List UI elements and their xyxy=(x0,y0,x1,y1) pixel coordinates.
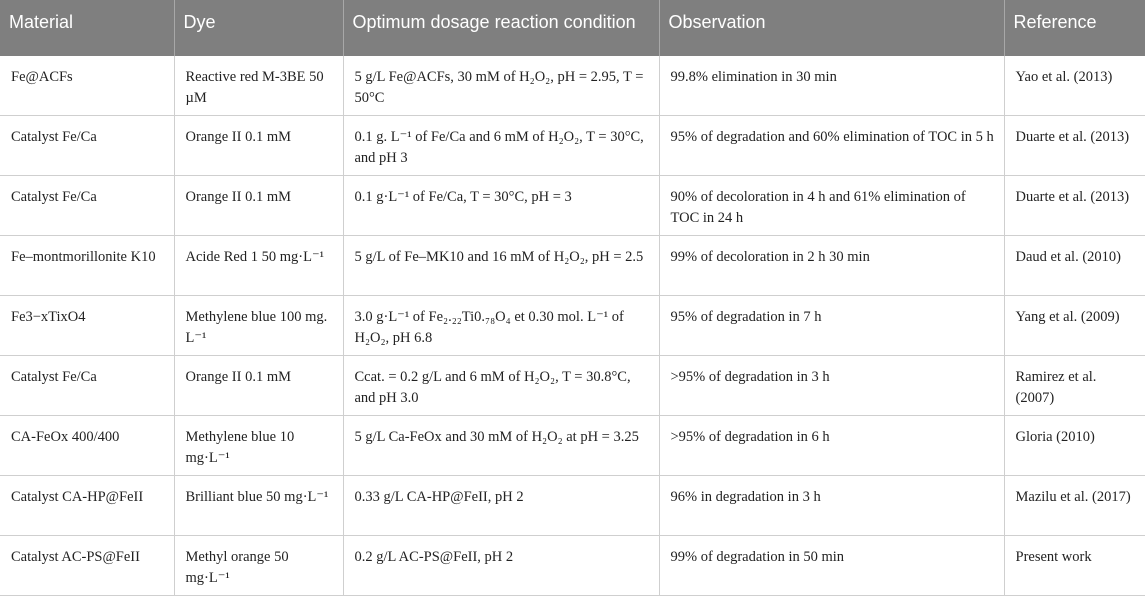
cell-observation: >95% of degradation in 3 h xyxy=(659,356,1004,416)
cell-reference: Yang et al. (2009) xyxy=(1004,296,1145,356)
cell-material: Catalyst CA-HP@FeII xyxy=(0,476,174,536)
cell-condition: Ccat. = 0.2 g/L and 6 mM of H₂O₂, T = 30.8°C, and pH 3.0 xyxy=(343,356,659,416)
header-reference: Reference xyxy=(1004,0,1145,56)
cell-reference: Ramirez et al. (2007) xyxy=(1004,356,1145,416)
cell-material: Catalyst AC-PS@FeII xyxy=(0,536,174,596)
cell-condition: 0.1 g·L⁻¹ of Fe/Ca, T = 30°C, pH = 3 xyxy=(343,176,659,236)
cell-dye: Methylene blue 100 mg. L⁻¹ xyxy=(174,296,343,356)
cell-observation: 95% of degradation in 7 h xyxy=(659,296,1004,356)
cell-material: Catalyst Fe/Ca xyxy=(0,176,174,236)
cell-material: Fe3−xTixO4 xyxy=(0,296,174,356)
header-condition: Optimum dosage reaction condition xyxy=(343,0,659,56)
cell-reference: Yao et al. (2013) xyxy=(1004,56,1145,116)
cell-observation: 96% in degradation in 3 h xyxy=(659,476,1004,536)
cell-reference: Daud et al. (2010) xyxy=(1004,236,1145,296)
table-body xyxy=(0,56,1145,596)
cell-material: Fe@ACFs xyxy=(0,56,174,116)
cell-dye: Methylene blue 10 mg·L⁻¹ xyxy=(174,416,343,476)
table-row xyxy=(0,236,1145,296)
table-header xyxy=(0,0,1145,56)
cell-observation: 95% of degradation and 60% elimination of TOC in 5 h xyxy=(659,116,1004,176)
cell-dye: Reactive red M-3BE 50 µM xyxy=(174,56,343,116)
cell-reference: Mazilu et al. (2017) xyxy=(1004,476,1145,536)
cell-material: Catalyst Fe/Ca xyxy=(0,356,174,416)
cell-material: Fe–montmorillonite K10 xyxy=(0,236,174,296)
header-material: Material xyxy=(0,0,174,56)
table-row xyxy=(0,356,1145,416)
table-row xyxy=(0,416,1145,476)
cell-condition: 0.1 g. L⁻¹ of Fe/Ca and 6 mM of H₂O₂, T = 30°C, and pH 3 xyxy=(343,116,659,176)
cell-dye: Orange II 0.1 mM xyxy=(174,116,343,176)
cell-observation: 90% of decoloration in 4 h and 61% elimination of TOC in 24 h xyxy=(659,176,1004,236)
cell-condition: 5 g/L Ca-FeOx and 30 mM of H₂O₂ at pH = 3.25 xyxy=(343,416,659,476)
cell-condition: 0.33 g/L CA-HP@FeII, pH 2 xyxy=(343,476,659,536)
cell-observation: >95% of degradation in 6 h xyxy=(659,416,1004,476)
cell-dye: Acide Red 1 50 mg·L⁻¹ xyxy=(174,236,343,296)
cell-dye: Methyl orange 50 mg·L⁻¹ xyxy=(174,536,343,596)
cell-condition: 5 g/L of Fe–MK10 and 16 mM of H₂O₂, pH = 2.5 xyxy=(343,236,659,296)
cell-reference: Gloria (2010) xyxy=(1004,416,1145,476)
cell-observation: 99% of decoloration in 2 h 30 min xyxy=(659,236,1004,296)
table-row xyxy=(0,116,1145,176)
cell-dye: Orange II 0.1 mM xyxy=(174,176,343,236)
table-row xyxy=(0,56,1145,116)
table-row xyxy=(0,176,1145,236)
header-observation: Observation xyxy=(659,0,1004,56)
cell-reference: Duarte et al. (2013) xyxy=(1004,176,1145,236)
cell-observation: 99% of degradation in 50 min xyxy=(659,536,1004,596)
header-dye: Dye xyxy=(174,0,343,56)
table-row xyxy=(0,476,1145,536)
cell-condition: 0.2 g/L AC-PS@FeII, pH 2 xyxy=(343,536,659,596)
cell-material: CA-FeOx 400/400 xyxy=(0,416,174,476)
table-row xyxy=(0,536,1145,596)
cell-observation: 99.8% elimination in 30 min xyxy=(659,56,1004,116)
cell-reference: Present work xyxy=(1004,536,1145,596)
cell-condition: 3.0 g·L⁻¹ of Fe₂.₂₂Ti0.₇₈O₄ et 0.30 mol. L⁻¹ of H₂O₂, pH 6.8 xyxy=(343,296,659,356)
cell-reference: Duarte et al. (2013) xyxy=(1004,116,1145,176)
table-row xyxy=(0,296,1145,356)
cell-condition: 5 g/L Fe@ACFs, 30 mM of H₂O₂, pH = 2.95, T = 50°C xyxy=(343,56,659,116)
header-row xyxy=(0,0,1145,56)
cell-dye: Orange II 0.1 mM xyxy=(174,356,343,416)
cell-material: Catalyst Fe/Ca xyxy=(0,116,174,176)
cell-dye: Brilliant blue 50 mg·L⁻¹ xyxy=(174,476,343,536)
